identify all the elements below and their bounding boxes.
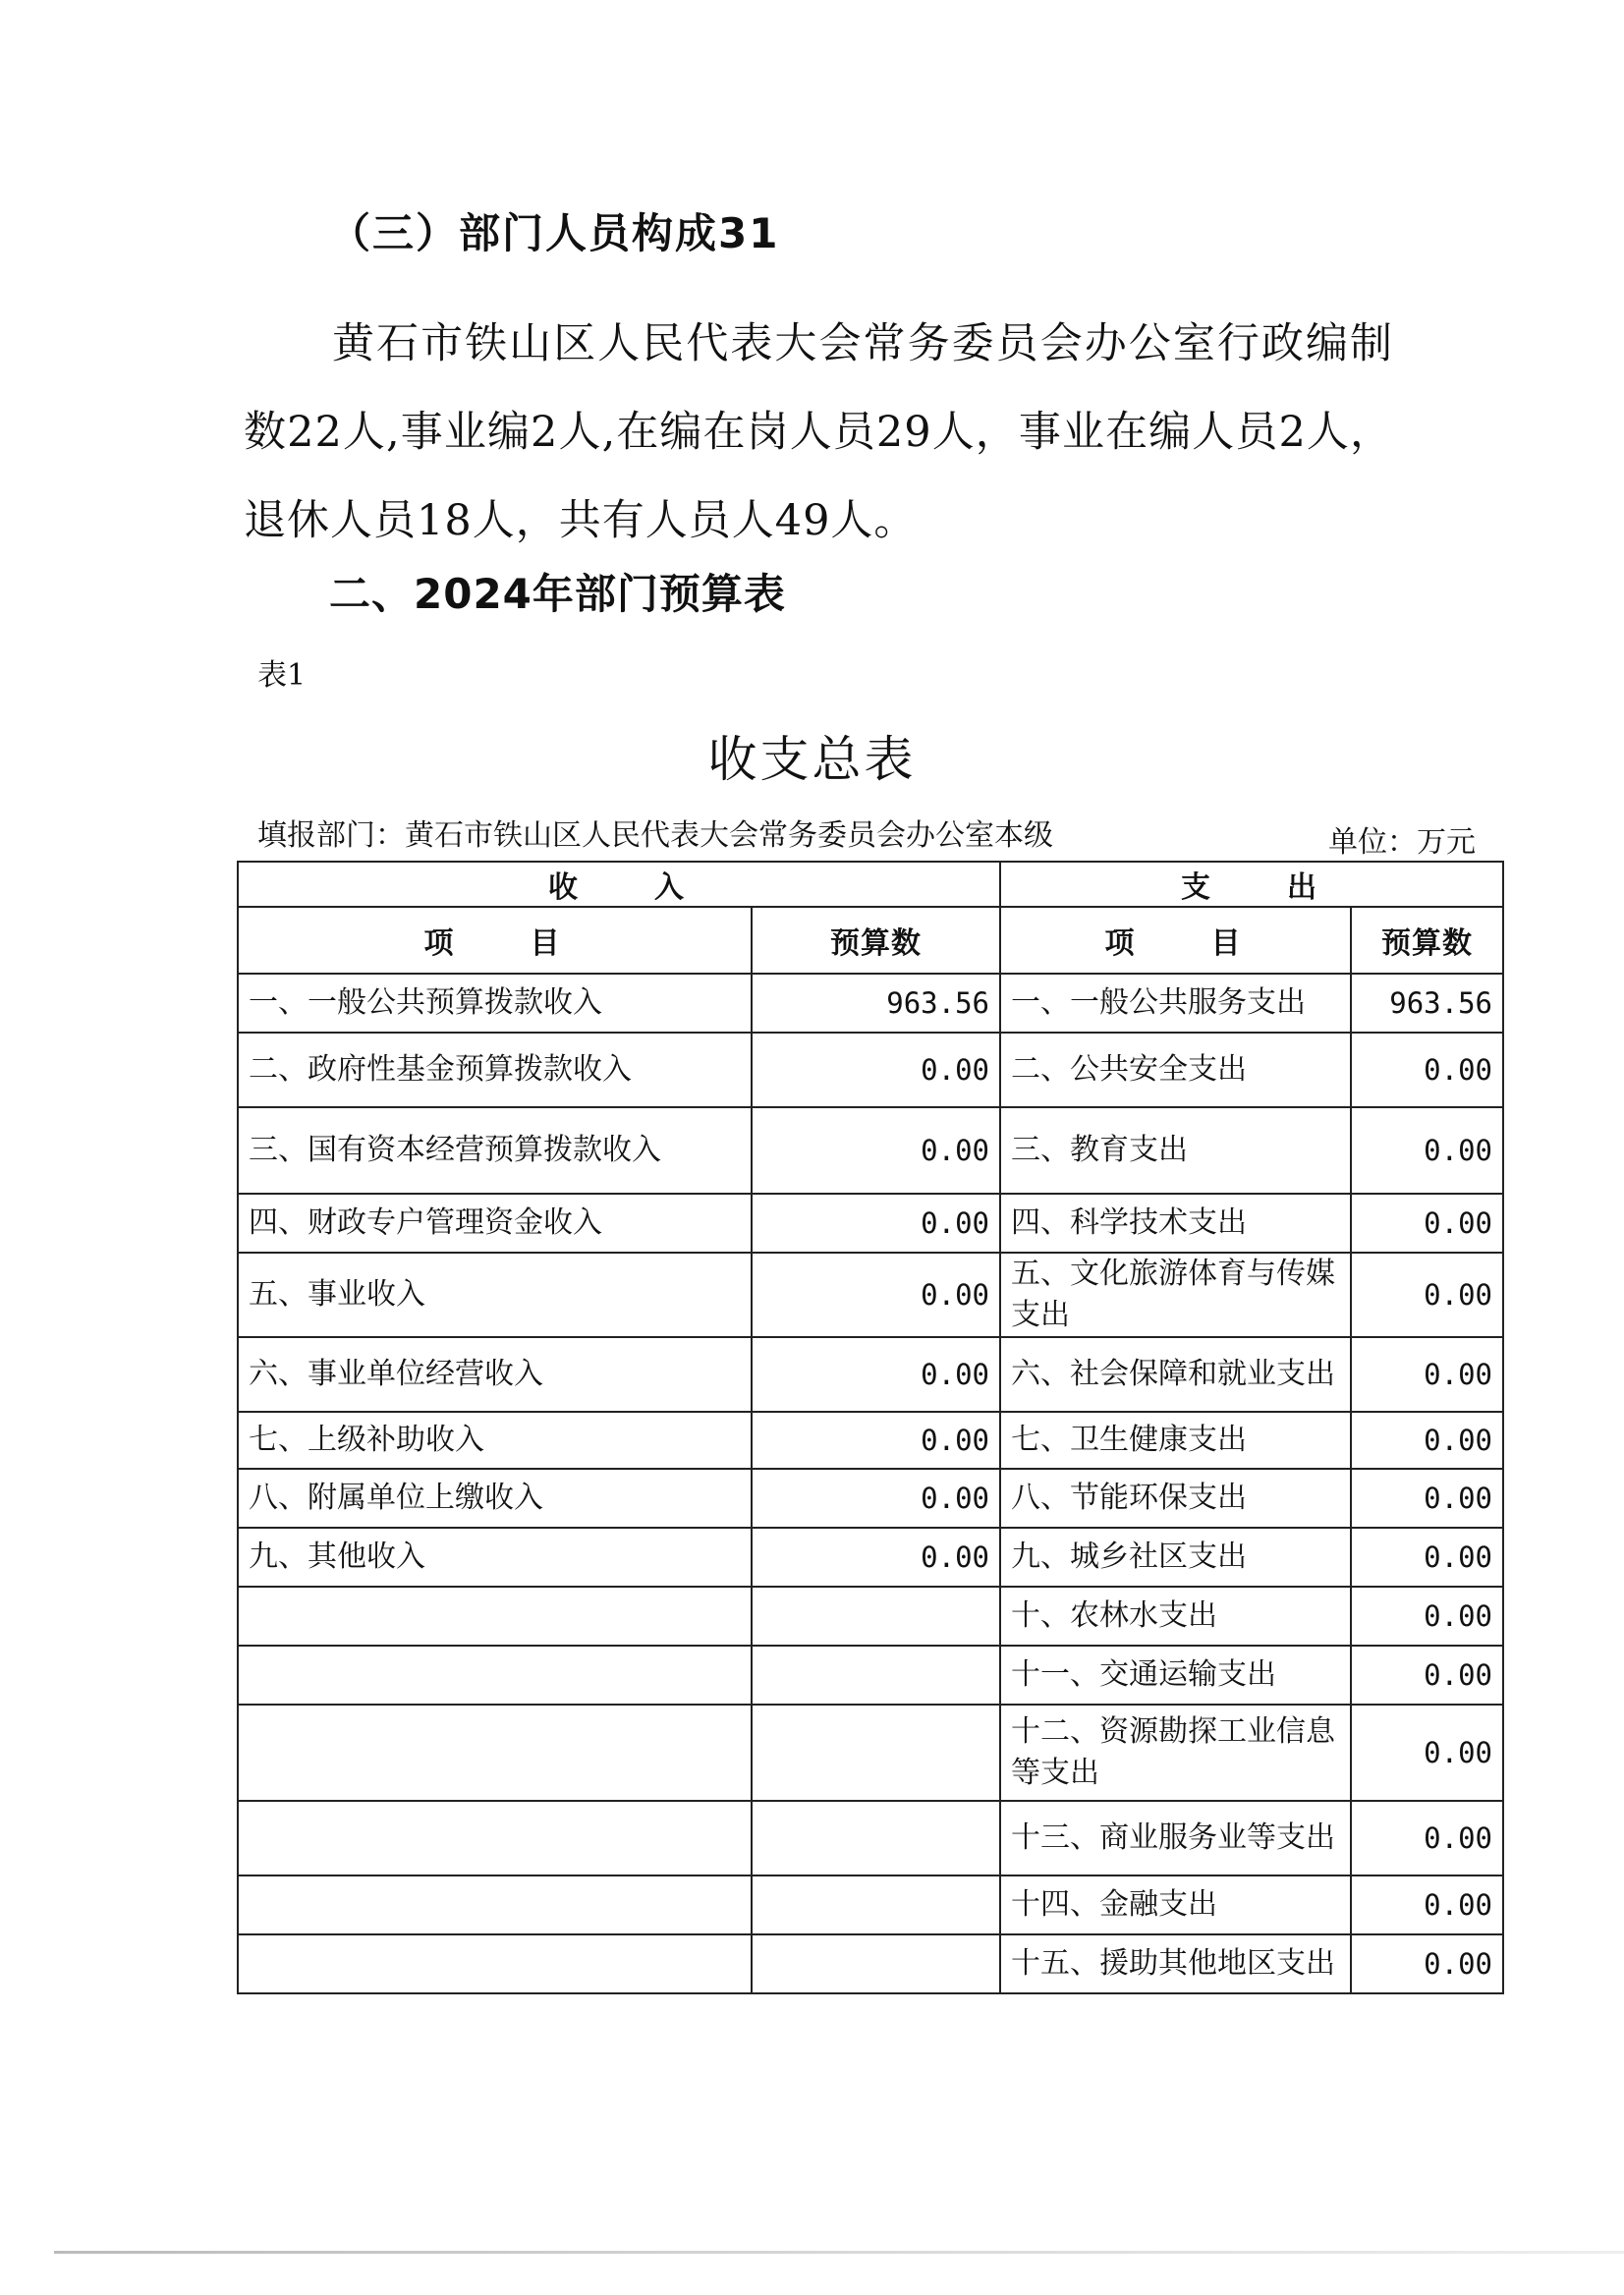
table-row xyxy=(238,1646,1503,1705)
expense-amount-cell: 0.00 xyxy=(1351,1253,1503,1337)
income-item-cell xyxy=(238,1934,752,1993)
expense-amount-cell: 0.00 xyxy=(1351,1194,1503,1253)
expense-amount-cell: 0.00 xyxy=(1351,1412,1503,1469)
table-title: 收支总表 xyxy=(707,731,917,788)
income-item-cell: 八、附属单位上缴收入 xyxy=(238,1469,752,1528)
expense-amount-cell: 0.00 xyxy=(1351,1107,1503,1194)
section-heading-budget: 二、2024年部门预算表 xyxy=(329,570,786,618)
expense-header: 支 出 xyxy=(1000,862,1503,907)
scan-edge-line xyxy=(54,2251,1624,2254)
income-item-cell xyxy=(238,1705,752,1801)
income-amount-cell: 963.56 xyxy=(752,974,1000,1033)
income-item-cell: 四、财政专户管理资金收入 xyxy=(238,1194,752,1253)
expense-item-header: 项 目 xyxy=(1000,907,1351,974)
section-heading-staff: （三）部门人员构成31 xyxy=(329,209,780,257)
income-amount-cell xyxy=(752,1646,1000,1705)
table-row xyxy=(238,1801,1503,1875)
income-amount-cell xyxy=(752,1875,1000,1934)
expense-item-cell: 二、公共安全支出 xyxy=(1000,1033,1351,1107)
income-header: 收 入 xyxy=(238,862,1000,907)
table-row xyxy=(238,1337,1503,1412)
table-row xyxy=(238,1705,1503,1801)
income-item-header: 项 目 xyxy=(238,907,752,974)
income-amount-cell: 0.00 xyxy=(752,1107,1000,1194)
expense-item-cell: 十一、交通运输支出 xyxy=(1000,1646,1351,1705)
expense-amount-cell: 0.00 xyxy=(1351,1528,1503,1587)
expense-amount-cell: 0.00 xyxy=(1351,1337,1503,1412)
unit-label: 单位：万元 xyxy=(1328,825,1476,860)
expense-item-cell: 一、一般公共服务支出 xyxy=(1000,974,1351,1033)
table-row xyxy=(238,1469,1503,1528)
expense-amount-cell: 0.00 xyxy=(1351,1469,1503,1528)
table-row xyxy=(238,1875,1503,1934)
expense-amount-cell: 0.00 xyxy=(1351,1033,1503,1107)
income-item-cell: 六、事业单位经营收入 xyxy=(238,1337,752,1412)
expense-amount-cell: 963.56 xyxy=(1351,974,1503,1033)
expense-amount-cell: 0.00 xyxy=(1351,1587,1503,1646)
budget-table xyxy=(237,861,1504,1994)
income-amount-header: 预算数 xyxy=(752,907,1000,974)
income-item-cell: 三、国有资本经营预算拨款收入 xyxy=(238,1107,752,1194)
table-row xyxy=(238,1033,1503,1107)
expense-amount-cell: 0.00 xyxy=(1351,1646,1503,1705)
staff-paragraph: 黄石市铁山区人民代表大会常务委员会办公室行政编制数22人,事业编2人,在编在岗人员29人，事业在编人员2人，退休人员18人，共有人员人49人。 xyxy=(244,319,1393,545)
expense-item-cell: 十三、商业服务业等支出 xyxy=(1000,1801,1351,1875)
income-amount-cell: 0.00 xyxy=(752,1412,1000,1469)
table-row xyxy=(238,1253,1503,1337)
income-amount-cell xyxy=(752,1587,1000,1646)
table-number: 表1 xyxy=(257,658,307,693)
income-amount-cell: 0.00 xyxy=(752,1337,1000,1412)
expense-amount-cell: 0.00 xyxy=(1351,1934,1503,1993)
income-item-cell: 七、上级补助收入 xyxy=(238,1412,752,1469)
expense-item-cell: 十、农林水支出 xyxy=(1000,1587,1351,1646)
expense-amount-cell: 0.00 xyxy=(1351,1705,1503,1801)
table-row xyxy=(238,1194,1503,1253)
income-amount-cell xyxy=(752,1934,1000,1993)
expense-item-cell: 六、社会保障和就业支出 xyxy=(1000,1337,1351,1412)
expense-item-cell: 八、节能环保支出 xyxy=(1000,1469,1351,1528)
income-item-cell xyxy=(238,1646,752,1705)
expense-amount-cell: 0.00 xyxy=(1351,1875,1503,1934)
income-amount-cell xyxy=(752,1705,1000,1801)
expense-amount-cell: 0.00 xyxy=(1351,1801,1503,1875)
table-row xyxy=(238,1934,1503,1993)
expense-item-cell: 十四、金融支出 xyxy=(1000,1875,1351,1934)
income-amount-cell xyxy=(752,1801,1000,1875)
income-amount-cell: 0.00 xyxy=(752,1528,1000,1587)
income-amount-cell: 0.00 xyxy=(752,1194,1000,1253)
income-item-cell: 五、事业收入 xyxy=(238,1253,752,1337)
expense-item-cell: 九、城乡社区支出 xyxy=(1000,1528,1351,1587)
income-item-cell: 九、其他收入 xyxy=(238,1528,752,1587)
expense-item-cell: 四、科学技术支出 xyxy=(1000,1194,1351,1253)
income-item-cell xyxy=(238,1587,752,1646)
income-amount-cell: 0.00 xyxy=(752,1033,1000,1107)
income-item-cell xyxy=(238,1875,752,1934)
expense-item-cell: 五、文化旅游体育与传媒支出 xyxy=(1000,1253,1351,1337)
expense-amount-header: 预算数 xyxy=(1351,907,1503,974)
income-item-cell: 一、一般公共预算拨款收入 xyxy=(238,974,752,1033)
expense-item-cell: 十二、资源勘探工业信息等支出 xyxy=(1000,1705,1351,1801)
table-row xyxy=(238,974,1503,1033)
income-amount-cell: 0.00 xyxy=(752,1469,1000,1528)
table-row xyxy=(238,1587,1503,1646)
table-row xyxy=(238,1528,1503,1587)
table-row xyxy=(238,1107,1503,1194)
table-row xyxy=(238,1412,1503,1469)
filling-department: 填报部门：黄石市铁山区人民代表大会常务委员会办公室本级 xyxy=(257,818,1053,853)
income-item-cell: 二、政府性基金预算拨款收入 xyxy=(238,1033,752,1107)
income-amount-cell: 0.00 xyxy=(752,1253,1000,1337)
expense-item-cell: 十五、援助其他地区支出 xyxy=(1000,1934,1351,1993)
expense-item-cell: 三、教育支出 xyxy=(1000,1107,1351,1194)
expense-item-cell: 七、卫生健康支出 xyxy=(1000,1412,1351,1469)
income-item-cell xyxy=(238,1801,752,1875)
